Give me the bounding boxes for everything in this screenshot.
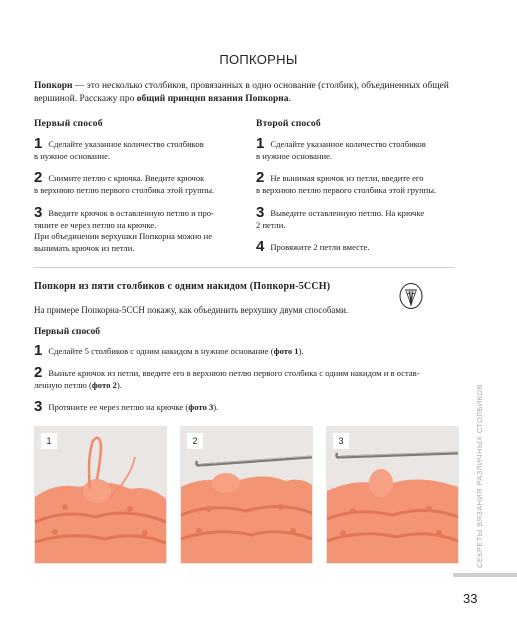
section-paragraph: На примере Попкорна-5ССН покажу, как объединить верхушку двумя способами.: [34, 305, 349, 315]
step-number: 4: [256, 238, 265, 255]
page-bar: [453, 573, 517, 577]
section-divider: [34, 267, 454, 268]
intro-bold: общий принцип вязания Попкорна: [136, 94, 289, 104]
col2-heading: Второй способ: [256, 118, 321, 129]
step-text-line2: ленную петлю (: [34, 379, 92, 390]
step-number: 3: [34, 204, 43, 221]
step-text-2: в верхнюю петлю первого столбика этой группы.: [256, 184, 437, 195]
sec-step-1: [34, 342, 454, 359]
intro-term: Попкорн: [34, 81, 73, 91]
step-text-c: ).: [116, 379, 122, 390]
step-text-c: ).: [213, 402, 219, 412]
popcorn-stitch-symbol-icon: [398, 282, 424, 317]
photo-number: 2: [187, 433, 203, 449]
page-number: 33: [463, 591, 478, 606]
step-text-2: тяните ее через петлю на крючке.: [34, 219, 157, 230]
sec-step-2: [34, 364, 456, 391]
photo-number: 1: [41, 433, 57, 449]
step-text: Не вынимая крючок из петли, введите его: [270, 173, 424, 183]
col2-step-2: [256, 169, 471, 196]
col2-step-1: [256, 135, 471, 162]
step-text-4: вынимать крючок из петли.: [34, 242, 135, 253]
intro-text-1: — это несколько столбиков, провязанных в одно основание (столбик), объединенных общей вершиной. Расскажу про: [34, 81, 449, 104]
step-text: Введите крючок в оставленную петлю и про-: [48, 208, 214, 218]
step-text: Провяжите 2 петли вместе.: [270, 242, 370, 252]
step-text-c: ).: [298, 346, 304, 356]
step-text: Выведите оставленную петлю. На крючке: [270, 208, 425, 218]
step-number: 2: [34, 364, 43, 381]
step-text-2: в верхнюю петлю первого столбика этой группы.: [34, 184, 215, 195]
step-number: 3: [34, 398, 43, 415]
step-text: Сделайте указанное количество столбиков: [48, 139, 204, 149]
photo-2: [180, 426, 313, 564]
col2-step-4: [256, 238, 471, 255]
col1-heading: Первый способ: [34, 118, 103, 129]
photo-number: 3: [333, 433, 349, 449]
step-number: 1: [34, 135, 43, 152]
side-running-title: СЕКРЕТЫ ВЯЗАНИЯ РАЗЛИЧНЫХ СТОЛБИКОВ: [475, 384, 484, 568]
photo-ref: фото 1: [273, 346, 299, 356]
page-title: ПОПКОРНЫ: [219, 52, 298, 67]
step-text-a: Сделайте 5 столбиков с одним накидом в нужное основание (: [48, 346, 274, 356]
col1-step-1: [34, 135, 249, 162]
step-text: Сделайте указанное количество столбиков: [270, 139, 426, 149]
step-number: 3: [256, 204, 265, 221]
step-text-2: в нужное основание.: [34, 150, 111, 161]
photo-3: [326, 426, 459, 564]
step-number: 2: [34, 169, 43, 186]
col1-step-2: [34, 169, 249, 196]
photo-ref: фото 2: [91, 379, 117, 390]
section-heading: Попкорн из пяти столбиков с одним накидом (Попкорн-5ССН): [34, 281, 331, 292]
sec-step-3: [34, 398, 454, 415]
step-number: 2: [256, 169, 265, 186]
step-number: 1: [256, 135, 265, 152]
step-text: Снимите петлю с крючка. Введите крючок: [48, 173, 205, 183]
intro-text-2: .: [288, 94, 291, 104]
photo-ref: фото 3: [188, 402, 214, 412]
col2-step-3: [256, 204, 471, 231]
section-subheading: Первый способ: [34, 326, 101, 337]
intro-paragraph: [34, 80, 454, 106]
col1-step-3: [34, 204, 249, 254]
step-text-2: в нужное основание.: [256, 150, 333, 161]
step-text-a: Протяните ее через петлю на крючке (: [48, 402, 189, 412]
step-text-a: Выньте крючок из петли, введите его в верхнюю петлю первого столбика с одним накидом и в остав-: [48, 368, 420, 378]
step-number: 1: [34, 342, 43, 359]
step-text-2: 2 петли.: [256, 219, 286, 230]
photo-1: [34, 426, 167, 564]
step-text-3: При объединении верхушки Попкорна можно не: [34, 231, 213, 241]
